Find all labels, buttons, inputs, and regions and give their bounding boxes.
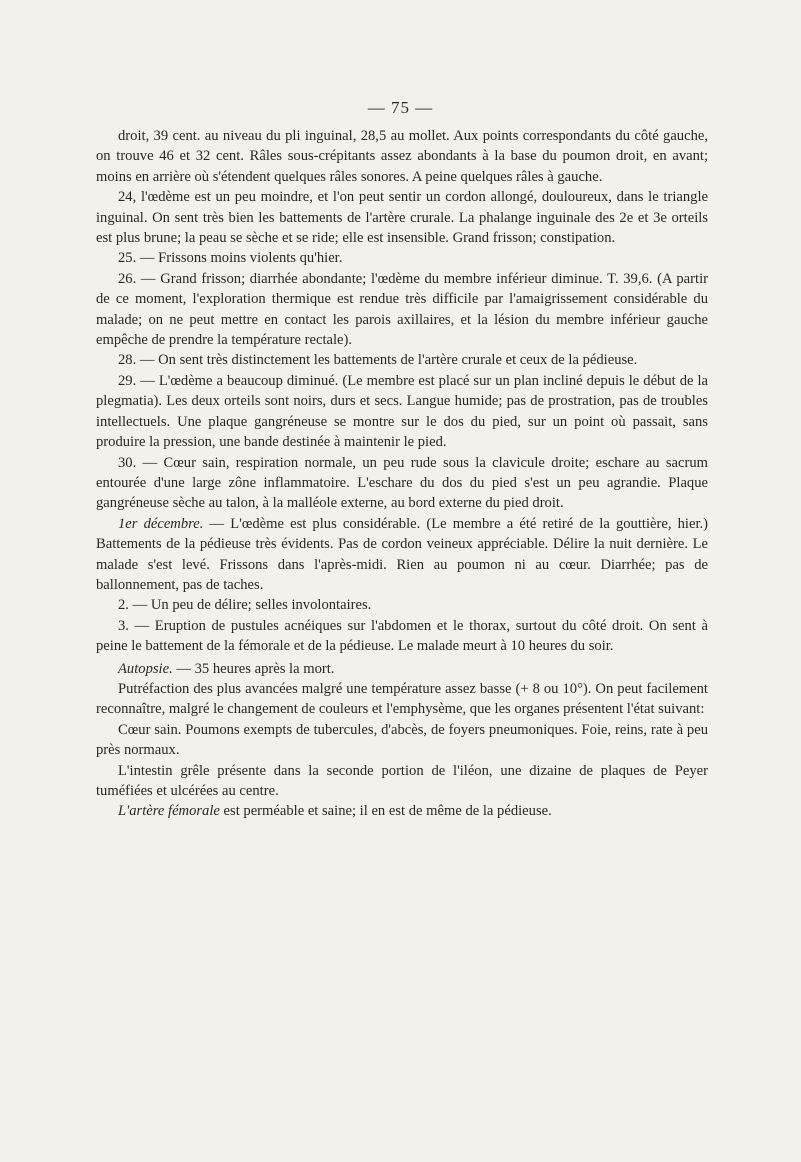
paragraph-8-text: — L'œdème est plus considérable. (Le membre a été retiré de la gouttière, hier.) Battements de la pédieuse très évidents. Pas de cordon veineux appréciable. Délire la nuit dernière. Le malade s'est levé. Frissons dans l'après-midi. Rien au poumon ni au cœur. Diarrhée; pas de ballonnement, pas de taches.	[96, 515, 709, 593]
paragraph-9: 2. — Un peu de délire; selles involontaires.	[118, 597, 372, 614]
paragraph-11-text: — 35 heures après la mort.	[172, 660, 335, 677]
document-body	[96, 126, 708, 822]
paragraph-13: Cœur sain. Poumons exempts de tubercules, d'abcès, de foyers pneumoniques. Foie, reins, rate à peu près normaux.	[96, 721, 708, 759]
paragraph-6: 29. — L'œdème a beaucoup diminué. (Le membre est placé sur un plan incliné depuis le début de la plegmatia). Les deux orteils sont noirs, durs et secs. Langue humide; pas de prostration, pas de troubles intellectuels. Une plaque gangréneuse se montre sur le dos du pied, sur un point où passait, sans produire la pression, une bande destinée à maintenir le pied.	[96, 372, 708, 451]
paragraph-14: L'intestin grêle présente dans la seconde portion de l'iléon, une dizaine de plaques de Peyer tuméfiées et ulcérées au centre.	[96, 762, 708, 799]
paragraph-8	[96, 514, 708, 596]
paragraph-11-lead: Autopsie.	[118, 660, 173, 677]
paragraph-7: 30. — Cœur sain, respiration normale, un peu rude sous la clavicule droite; eschare au sacrum entourée d'une large zône inflammatoire. L'eschare du dos du pied s'est un peu agrandie. Plaque gangréneuse sèche au talon, à la malléole externe, au bord externe du pied droit.	[96, 454, 708, 512]
paragraph-15-lead: L'artère fémorale	[118, 803, 220, 820]
paragraph-11	[96, 659, 708, 679]
paragraph-3: 25. — Frissons moins violents qu'hier.	[118, 250, 343, 267]
paragraph-2: 24, l'œdème est un peu moindre, et l'on peut sentir un cordon allongé, douloureux, dans le triangle inguinal. On sent très bien les battements de l'artère crurale. La phalange inguinale des 2e et 3e orteils est plus brune; la peau se sèche et se ride; elle est insensible. Grand frisson; constipation.	[96, 189, 708, 247]
paragraph-12: Putréfaction des plus avancées malgré une température assez basse (+ 8 ou 10°). On peut facilement reconnaître, malgré le changement de couleurs et l'emphysème, que les organes présentent l'état suivant:	[96, 680, 708, 718]
paragraph-15-text: est perméable et saine; il en est de même de la pédieuse.	[219, 803, 552, 820]
paragraph-8-lead: 1er décembre.	[118, 515, 204, 532]
paragraph-1: droit, 39 cent. au niveau du pli inguinal, 28,5 au mollet. Aux points correspondants du côté gauche, on trouve 46 et 32 cent. Râles sous-crépitants assez abondants à la base du poumon droit, en avant; moins en arrière où s'étendent quelques râles sonores. A peine quelques râles à gauche.	[96, 128, 708, 185]
paragraph-10: 3. — Eruption de pustules acnéiques sur l'abdomen et le thorax, surtout du côté droit. On sent à peine le battement de la fémorale et de la pédieuse. Le malade meurt à 10 heures du soir.	[96, 617, 708, 655]
paragraph-5: 28. — On sent très distinctement les battements de l'artère crurale et ceux de la pédieuse.	[118, 352, 638, 369]
paragraph-15	[96, 801, 708, 821]
paragraph-4: 26. — Grand frisson; diarrhée abondante; l'œdème du membre inférieur diminue. T. 39,6. (A partir de ce moment, l'exploration thermique est rendue très difficile par l'amaigrissement considérable du malade; on ne peut mettre en contact les parois axillaires, et la lésion du membre inférieur gauche empêche de prendre la température rectale).	[96, 270, 708, 349]
page-number: — 75 —	[367, 98, 434, 117]
